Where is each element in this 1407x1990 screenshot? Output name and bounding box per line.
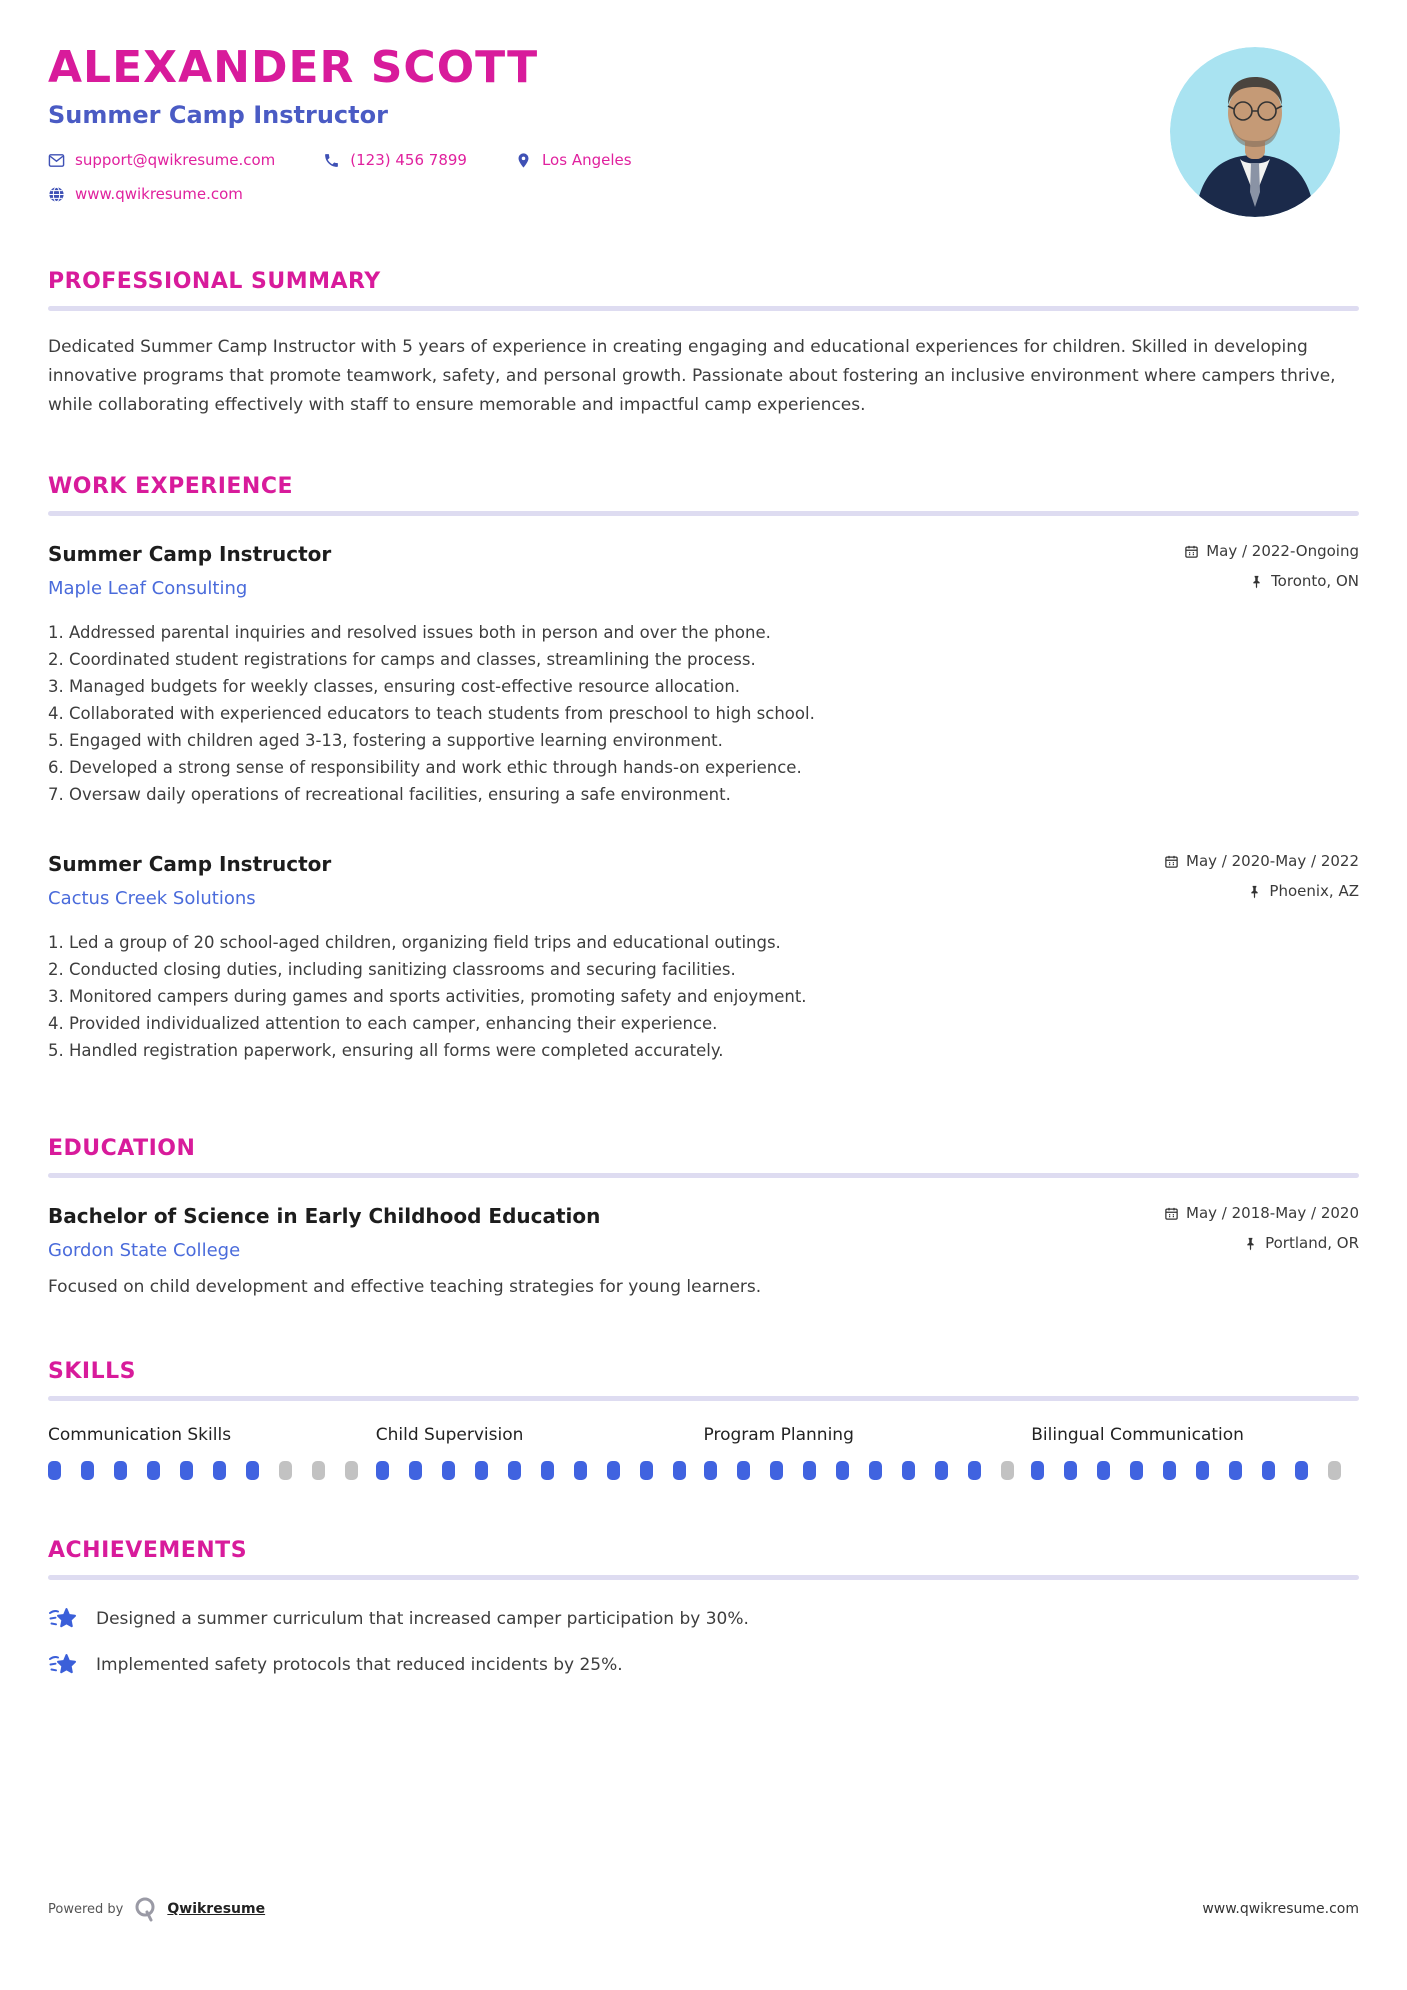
skill-label: Bilingual Communication bbox=[1031, 1425, 1244, 1445]
rating-dot-filled bbox=[673, 1461, 686, 1480]
footer-website-link[interactable]: www.qwikresume.com bbox=[1202, 1901, 1359, 1917]
rating-dot-filled bbox=[409, 1461, 422, 1480]
rating-dot-filled bbox=[1097, 1461, 1110, 1480]
rating-dot-filled bbox=[574, 1461, 587, 1480]
job-bullet: Monitored campers during games and sports activities, promoting safety and enjoyment. bbox=[69, 987, 807, 1006]
brand-link[interactable]: Qwikresume bbox=[167, 1901, 266, 1917]
rating-dot-filled bbox=[803, 1461, 816, 1480]
rating-dot-filled bbox=[968, 1461, 981, 1480]
rating-dot-filled bbox=[376, 1461, 389, 1480]
skill-label: Program Planning bbox=[703, 1425, 854, 1445]
section-divider bbox=[48, 1575, 1359, 1580]
rating-dot-filled bbox=[640, 1461, 653, 1480]
rating-dot-filled bbox=[869, 1461, 882, 1480]
person-job-title: Summer Camp Instructor bbox=[48, 101, 388, 129]
rating-dot-filled bbox=[114, 1461, 127, 1480]
job-dates: May / 2020-May / 2022 bbox=[1186, 852, 1359, 870]
skill-item bbox=[1031, 1425, 1359, 1480]
job-bullet: Managed budgets for weekly classes, ensuring cost-effective resource allocation. bbox=[69, 677, 741, 696]
contact-location bbox=[515, 151, 632, 169]
footer-branding bbox=[48, 1896, 265, 1922]
rating-dot-filled bbox=[1130, 1461, 1143, 1480]
section-divider bbox=[48, 1396, 1359, 1401]
rating-dot-filled bbox=[180, 1461, 193, 1480]
section-work bbox=[48, 474, 1359, 1064]
skills-heading: SKILLS bbox=[48, 1359, 136, 1384]
rating-dot-filled bbox=[737, 1461, 750, 1480]
job-bullet: Developed a strong sense of responsibility and work ethic through hands-on experience. bbox=[69, 758, 802, 777]
achievement-text: Designed a summer curriculum that increased camper participation by 30%. bbox=[96, 1609, 749, 1629]
summary-heading: PROFESSIONAL SUMMARY bbox=[48, 269, 381, 294]
header bbox=[48, 42, 1359, 203]
q-logo bbox=[133, 1896, 157, 1922]
skill-item bbox=[376, 1425, 704, 1480]
pushpin-icon bbox=[1243, 1236, 1258, 1251]
section-education bbox=[48, 1136, 1359, 1297]
contact-row-2 bbox=[48, 185, 1359, 203]
rating-dot-filled bbox=[770, 1461, 783, 1480]
skill-rating-dots bbox=[1031, 1461, 1359, 1480]
education-entry bbox=[48, 1204, 1359, 1297]
rating-dot-filled bbox=[1163, 1461, 1176, 1480]
job-location: Toronto, ON bbox=[1271, 572, 1359, 590]
rating-dot-filled bbox=[1295, 1461, 1308, 1480]
achievement-item bbox=[48, 1606, 1359, 1632]
section-skills bbox=[48, 1359, 1359, 1480]
location-value: Los Angeles bbox=[541, 151, 632, 169]
summary-text: Dedicated Summer Camp Instructor with 5 years of experience in creating engaging and educational experiences for children. Skilled in developing innovative programs that promote teamwork, safety, and personal growth. Passionate about fostering an inclusive environment where campers thrive, while collaborating effectively with staff to ensure memorable and impactful camp experiences. bbox=[48, 337, 1336, 415]
job-bullet: Addressed parental inquiries and resolved issues both in person and over the phone. bbox=[69, 623, 771, 642]
envelope-icon bbox=[48, 152, 65, 169]
skill-item bbox=[704, 1425, 1032, 1480]
job-bullet-list bbox=[48, 619, 1359, 808]
degree-title: Bachelor of Science in Early Childhood Education bbox=[48, 1204, 601, 1228]
shooting-star-icon bbox=[48, 1606, 78, 1632]
job-bullet: Led a group of 20 school-aged children, organizing field trips and educational outings. bbox=[69, 933, 781, 952]
profile-photo-image bbox=[1170, 47, 1340, 217]
email-value: support@qwikresume.com bbox=[75, 151, 276, 169]
job-bullet: Oversaw daily operations of recreational facilities, ensuring a safe environment. bbox=[69, 785, 731, 804]
skill-item bbox=[48, 1425, 376, 1480]
school-link[interactable]: Gordon State College bbox=[48, 1240, 241, 1261]
shooting-star-icon bbox=[48, 1652, 78, 1678]
rating-dot-filled bbox=[442, 1461, 455, 1480]
work-heading: WORK EXPERIENCE bbox=[48, 474, 293, 499]
profile-photo bbox=[1170, 47, 1340, 217]
rating-dot-filled bbox=[704, 1461, 717, 1480]
section-divider bbox=[48, 1173, 1359, 1178]
job-info bbox=[48, 542, 331, 599]
globe-icon bbox=[48, 186, 65, 203]
skill-rating-dots bbox=[48, 1461, 376, 1480]
job-location: Phoenix, AZ bbox=[1269, 882, 1359, 900]
education-meta bbox=[1164, 1204, 1359, 1252]
education-location: Portland, OR bbox=[1265, 1234, 1359, 1252]
education-description: Focused on child development and effective teaching strategies for young learners. bbox=[48, 1277, 762, 1297]
rating-dot-filled bbox=[935, 1461, 948, 1480]
rating-dot-empty bbox=[1328, 1461, 1341, 1480]
job-bullet: Coordinated student registrations for camps and classes, streamlining the process. bbox=[69, 650, 756, 669]
job-bullet: Conducted closing duties, including sanitizing classrooms and securing facilities. bbox=[69, 960, 736, 979]
achievement-list bbox=[48, 1606, 1359, 1678]
rating-dot-filled bbox=[541, 1461, 554, 1480]
rating-dot-empty bbox=[312, 1461, 325, 1480]
rating-dot-filled bbox=[1031, 1461, 1044, 1480]
job-company-link[interactable]: Maple Leaf Consulting bbox=[48, 578, 248, 599]
rating-dot-empty bbox=[345, 1461, 358, 1480]
rating-dot-filled bbox=[147, 1461, 160, 1480]
phone-value: (123) 456 7899 bbox=[350, 151, 467, 169]
contact-email[interactable] bbox=[48, 151, 275, 169]
section-summary bbox=[48, 269, 1359, 420]
rating-dot-filled bbox=[1262, 1461, 1275, 1480]
rating-dot-filled bbox=[1196, 1461, 1209, 1480]
contact-row-1 bbox=[48, 151, 1359, 169]
section-divider bbox=[48, 306, 1359, 311]
job-title: Summer Camp Instructor bbox=[48, 542, 332, 566]
calendar-icon bbox=[1164, 1206, 1179, 1221]
section-divider bbox=[48, 511, 1359, 516]
job-info bbox=[48, 852, 331, 909]
achievement-item bbox=[48, 1652, 1359, 1678]
rating-dot-filled bbox=[508, 1461, 521, 1480]
education-dates: May / 2018-May / 2020 bbox=[1186, 1204, 1359, 1222]
rating-dot-filled bbox=[213, 1461, 226, 1480]
job-dates: May / 2022-Ongoing bbox=[1206, 542, 1359, 560]
rating-dot-filled bbox=[1229, 1461, 1242, 1480]
calendar-icon bbox=[1164, 854, 1179, 869]
job-bullet: Handled registration paperwork, ensuring all forms were completed accurately. bbox=[69, 1041, 724, 1060]
skill-label: Communication Skills bbox=[48, 1425, 232, 1445]
rating-dot-empty bbox=[1001, 1461, 1014, 1480]
job-bullet-list bbox=[48, 929, 1359, 1064]
job-bullet: Engaged with children aged 3-13, fostering a supportive learning environment. bbox=[69, 731, 723, 750]
person-name: ALEXANDER SCOTT bbox=[48, 42, 539, 93]
website-value: www.qwikresume.com bbox=[75, 185, 243, 203]
rating-dot-filled bbox=[836, 1461, 849, 1480]
job-bullet: Collaborated with experienced educators to teach students from preschool to high school. bbox=[69, 704, 815, 723]
footer bbox=[48, 1896, 1359, 1922]
rating-dot-filled bbox=[902, 1461, 915, 1480]
rating-dot-filled bbox=[48, 1461, 61, 1480]
calendar-icon bbox=[1184, 544, 1199, 559]
rating-dot-filled bbox=[246, 1461, 259, 1480]
rating-dot-empty bbox=[279, 1461, 292, 1480]
map-pin-icon bbox=[515, 152, 532, 169]
contact-website[interactable] bbox=[48, 185, 243, 203]
rating-dot-filled bbox=[1064, 1461, 1077, 1480]
job-entry bbox=[48, 852, 1359, 1064]
pushpin-icon bbox=[1247, 884, 1262, 899]
education-info bbox=[48, 1204, 600, 1261]
pushpin-icon bbox=[1249, 574, 1264, 589]
job-company-link[interactable]: Cactus Creek Solutions bbox=[48, 888, 256, 909]
achievements-heading: ACHIEVEMENTS bbox=[48, 1538, 248, 1563]
skill-rating-dots bbox=[704, 1461, 1032, 1480]
job-title: Summer Camp Instructor bbox=[48, 852, 332, 876]
skills-grid bbox=[48, 1425, 1359, 1480]
skill-rating-dots bbox=[376, 1461, 704, 1480]
rating-dot-filled bbox=[475, 1461, 488, 1480]
job-entry bbox=[48, 542, 1359, 808]
rating-dot-filled bbox=[81, 1461, 94, 1480]
achievement-text: Implemented safety protocols that reduced incidents by 25%. bbox=[96, 1655, 623, 1675]
contact-phone[interactable] bbox=[323, 151, 467, 169]
job-meta bbox=[1184, 542, 1359, 590]
powered-by-label: Powered by bbox=[48, 1901, 124, 1917]
education-heading: EDUCATION bbox=[48, 1136, 196, 1161]
section-achievements bbox=[48, 1538, 1359, 1678]
rating-dot-filled bbox=[607, 1461, 620, 1480]
skill-label: Child Supervision bbox=[375, 1425, 524, 1445]
phone-icon bbox=[323, 152, 340, 169]
job-bullet: Provided individualized attention to each camper, enhancing their experience. bbox=[69, 1014, 718, 1033]
job-meta bbox=[1164, 852, 1359, 900]
